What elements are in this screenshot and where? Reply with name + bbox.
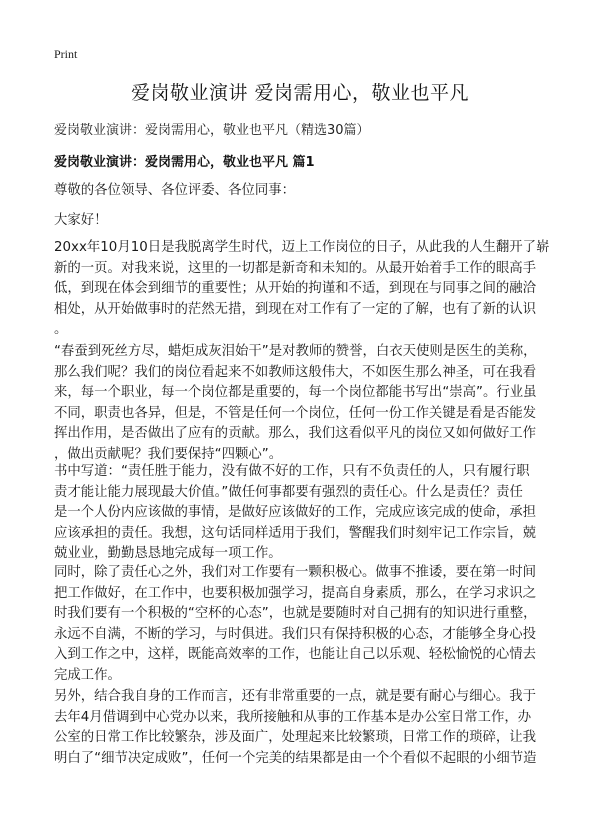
paragraph-line: 明白了“细节决定成败”，任何一个完美的结果都是由一个个看似不起眼的小细节造 [54, 750, 537, 766]
print-label[interactable]: Print [54, 47, 78, 61]
paragraph-4 [54, 563, 550, 686]
greeting: 大家好！ [54, 213, 108, 228]
paragraph-line: ，做出贡献呢？我们要保持“四颗心”。 [54, 446, 283, 462]
paragraph-line: 另外，结合我自身的工作而言，还有非常重要的一点，就是要有耐心与细心。我于 [54, 689, 537, 704]
paragraph-line: 书中写道：“责任胜于能力，没有做不好的工作，只有不负责任的人，只有履行职 [54, 464, 530, 479]
paragraph-line: 20xx年10月10日是我脱离学生时代，迈上工作岗位的日子，从此我的人生翻开了崭 [54, 240, 550, 255]
paragraph-line: “春蚕到死丝方尽，蜡炬成灰泪始干”是对教师的赞誉，白衣天使则是医生的美称， [54, 344, 537, 359]
paragraph-line: 新的一页。对我来说，这里的一切都是新奇和未知的。从最开始着手工作的眼高手 [54, 260, 537, 276]
paragraph-line: 那么我们呢？我们的岗位看起来不如教师这般伟大，不如医生那么神圣，可在我看 [54, 364, 537, 380]
paragraph-line: 应该承担的责任。我想，这句话同样适用于我们，警醒我们时刻牢记工作宗旨，兢 [54, 525, 537, 541]
paragraph-line: 入到工作之中，这样，既能高效率的工作，也能让自己以乐观、轻松愉悦的心情去 [54, 647, 537, 662]
paragraph-line: 是一个人份内应该做的事情，是做好应该做好的工作，完成应该完成的使命，承担 [54, 505, 537, 520]
paragraph-line: 不同，职责也各异，但是，不管是任何一个岗位，任何一份工作关键是看是否能发 [54, 405, 537, 421]
paragraph-2 [54, 342, 550, 465]
paragraph-line: 挥出作用，是否做出了应有的贡献。那么，我们这看似平凡的岗位又如何做好工作 [54, 426, 537, 441]
paragraph-line: 完成工作。 [54, 667, 121, 683]
paragraph-line: 兢业业，勤勤恳恳地完成每一项工作。 [54, 546, 282, 561]
paragraph-line: 。 [54, 322, 68, 337]
paragraph-line: 去年4月借调到中心党办以来，我所接触和从事的工作基本是办公室日常工作，办 [54, 709, 532, 725]
paragraph-line: 责才能让能力展现最大价值。”做任何事都要有强烈的责任心。什么是责任？责任 [54, 484, 523, 500]
paragraph-1 [54, 238, 550, 341]
section-heading: 爱岗敬业演讲：爱岗需用心，敬业也平凡 篇1 [54, 155, 315, 170]
paragraph-line: 时我们要有一个积极的“空杯的心态”，也就是要随时对自己拥有的知识进行重整， [54, 606, 537, 621]
document-title: 爱岗敬业演讲 爱岗需用心，敬业也平凡 [130, 82, 470, 104]
paragraph-3 [54, 462, 550, 565]
paragraph-line: 永远不自满，不断的学习，与时俱进。我们只有保持积极的心态，才能够全身心投 [54, 626, 537, 642]
paragraph-line: 公室的日常工作比较繁杂，涉及面广，处理起来比较繁琐，日常工作的琐碎，让我 [54, 730, 537, 745]
paragraph-line: 把工作做好，在工作中，也要积极加强学习，提高自身素质，那么，在学习求识之 [54, 585, 537, 601]
paragraph-line: 低，到现在体会到细节的重要性；从开始的拘谨和不适，到现在与同事之间的融洽 [54, 281, 537, 296]
salutation: 尊敬的各位领导、各位评委、各位同事： [54, 183, 296, 198]
paragraph-5 [54, 687, 550, 769]
paragraph-line: 相处，从开始做事时的茫然无措，到现在对工作有了一定的了解，也有了新的认识 [54, 301, 537, 317]
paragraph-line: 同时，除了责任心之外，我们对工作要有一颗积极心。做事不推诿，要在第一时间 [54, 565, 537, 580]
paragraph-line: 来，每一个职业，每一个岗位都是重要的，每一个岗位都能书写出“崇高”。行业虽 [54, 385, 537, 400]
document-subtitle: 爱岗敬业演讲：爱岗需用心，敬业也平凡（精选30篇） [54, 123, 370, 138]
